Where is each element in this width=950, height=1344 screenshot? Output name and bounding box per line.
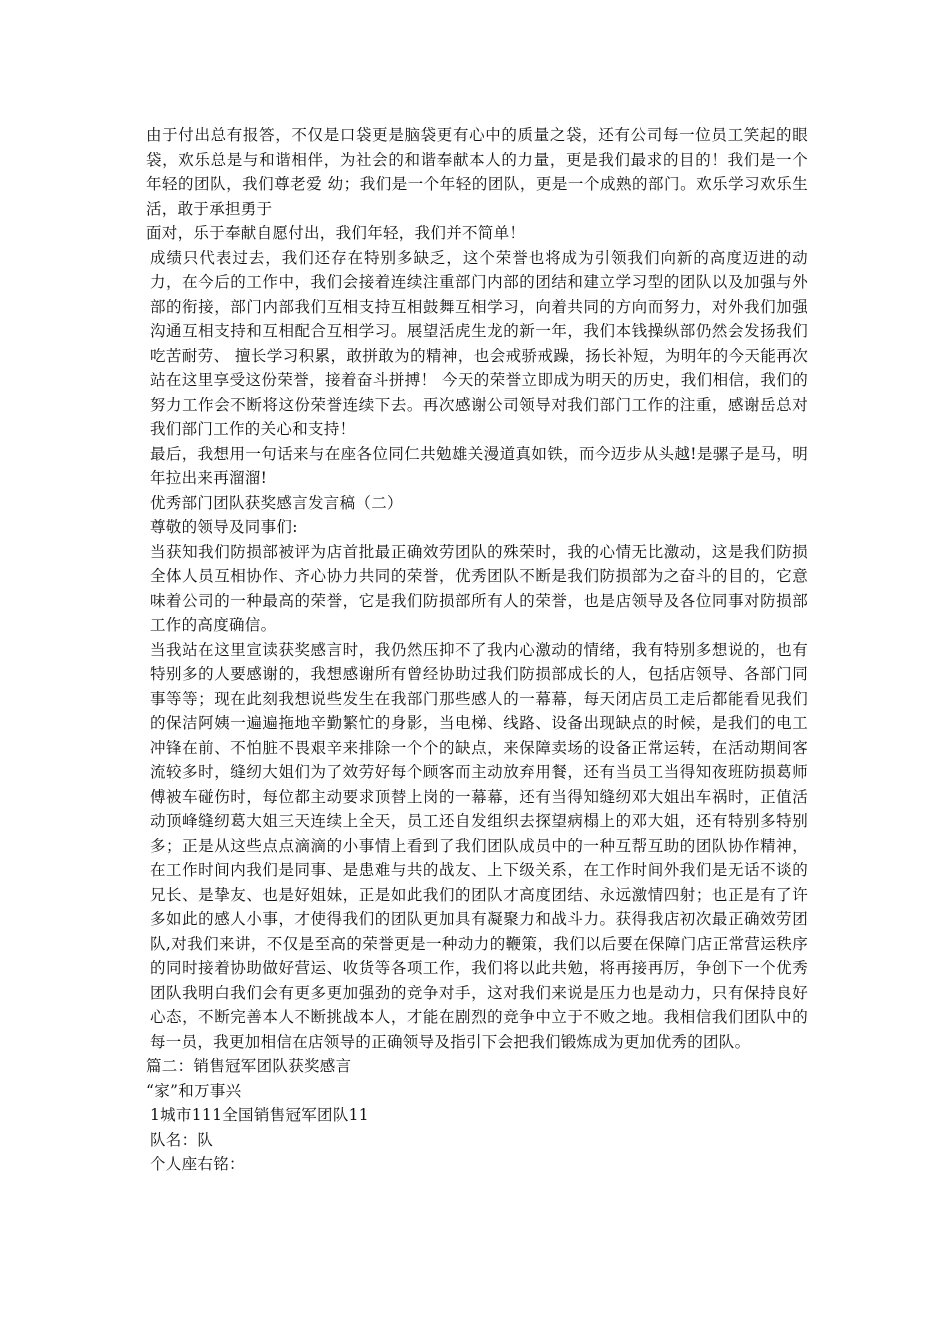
- motto-line: 个人座右铭：: [150, 1155, 245, 1173]
- paragraph-5: 当获知我们防损部被评为店首批最正确效劳团队的殊荣时，我的心情无比激动，这是我们防损全体人员互相协作、齐心协力共同的荣誉，优秀团队不断是我们防损部为之奋斗的目的，它意味着公司的一种最高的荣誉，它是我们防损部所有人的荣誉，也是店领导及各位同事对防损部工作的高度确信。: [150, 542, 808, 634]
- team-title-line: 1城市111全国销售冠军团队11: [150, 1106, 369, 1124]
- paragraph-1: 由于付出总有报答，不仅是口袋更是脑袋更有心中的质量之袋，还有公司每一位员工笑起的眼袋，欢乐总是与和谐相伴，为社会的和谐奉献本人的力量，更是我们最求的目的！我们是一个年轻的团队，我们尊老爱 幼；我们是一个年轻的团队，更是一个成熟的部门。欢乐学习欢乐生活，敢于承担勇于: [146, 126, 808, 218]
- team-slogan: “家”和万事兴: [146, 1081, 242, 1100]
- section-heading-2: 优秀部门团队获奖感言发言稿（二）: [150, 493, 403, 512]
- document-page: [146, 123, 808, 1177]
- paragraph-3: 成绩只代表过去，我们还存在特别多缺乏，这个荣誉也将成为引领我们向新的高度迈进的动力，在今后的工作中，我们会接着连续注重部门内部的团结和建立学习型的团队以及加强与外部的衔接，部门内部我们互相支持互相鼓舞互相学习，向着共同的方向而努力，对外我们加强沟通互相支持和互相配合互相学习。展望活虎生龙的新一年，我们本钱操纵部仍然会发扬我们吃苦耐劳、 擅长学习积累，敢拼敢为的精神，也会戒骄戒躁，扬长补短，为明年的今天能再次站在这里享受这份荣誉，接着奋斗拼搏！ 今天的荣誉立即成为明天的历史，我们相信，我们的努力工作会不断将这份荣誉连续下去。再次感谢公司领导对我们部门工作的注重，感谢岳总对我们部门工作的关心和支持！: [150, 248, 808, 438]
- salutation: 尊敬的领导及同事们:: [150, 518, 298, 536]
- section-heading-3: 篇二：销售冠军团队获奖感言: [146, 1057, 352, 1075]
- paragraph-2: 面对，乐于奉献自愿付出，我们年轻，我们并不简单！: [146, 224, 526, 242]
- paragraph-4: 最后，我想用一句话来与在座各位同仁共勉雄关漫道真如铁，而今迈步从头越!是骡子是马，明年拉出来再溜溜!: [150, 444, 808, 487]
- paragraph-6: 当我站在这里宣读获奖感言时，我仍然压抑不了我内心激动的情绪，我有特别多想说的，也有特别多的人要感谢的，我想感谢所有曾经协助过我们防损部成长的人，包括店领导、各部门同事等等；现在此刻我想说些发生在我部门那些感人的一幕幕，每天闭店员工走后都能看见我们的保洁阿姨一遍遍拖地辛勤繁忙的身影，当电梯、线路、设备出现缺点的时候，是我们的电工冲锋在前、不怕脏不畏艰辛来排除一个个的缺点，来保障卖场的设备正常运转，在活动期间客流较多时，缝纫大姐们为了效劳好每个顾客而主动放弃用餐，还有当员工当得知夜班防损葛师傅被车碰伤时，每位都主动要求顶替上岗的一幕幕，还有当得知缝纫邓大姐出车祸时，正值活动顶峰缝纫葛大姐三天连续上全天，员工还自发组织去探望病榻上的邓大姐，还有特别多特别多；正是从这些点点滴滴的小事情上看到了我们团队成员中的一种互帮互助的团队协作精神，在工作时间内我们是同事、是患难与共的战友、上下级关系，在工作时间外我们是无话不谈的兄长、是挚友、也是好姐妹，正是如此我们的团队才高度团结、永远激情四射；也正是有了许多如此的感人小事，才使得我们的团队更加具有凝聚力和战斗力。获得我店初次最正确效劳团队,对我们来讲，不仅是至高的荣誉更是一种动力的鞭策，我们以后要在保障门店正常营运秩序的同时接着协助做好营运、收货等各项工作，我们将以此共勉，将再接再厉，争创下一个优秀团队我明白我们会有更多更加强劲的竞争对手，这对我们来说是压力也是动力，只有保持良好心态，不断完善本人不断挑战本人，才能在剧烈的竞争中立于不败之地。我相信我们团队中的每一员，我更加相信在店领导的正确领导及指引下会把我们锻炼成为更加优秀的团队。: [150, 640, 808, 1051]
- team-name-line: 队名：队: [150, 1130, 214, 1149]
